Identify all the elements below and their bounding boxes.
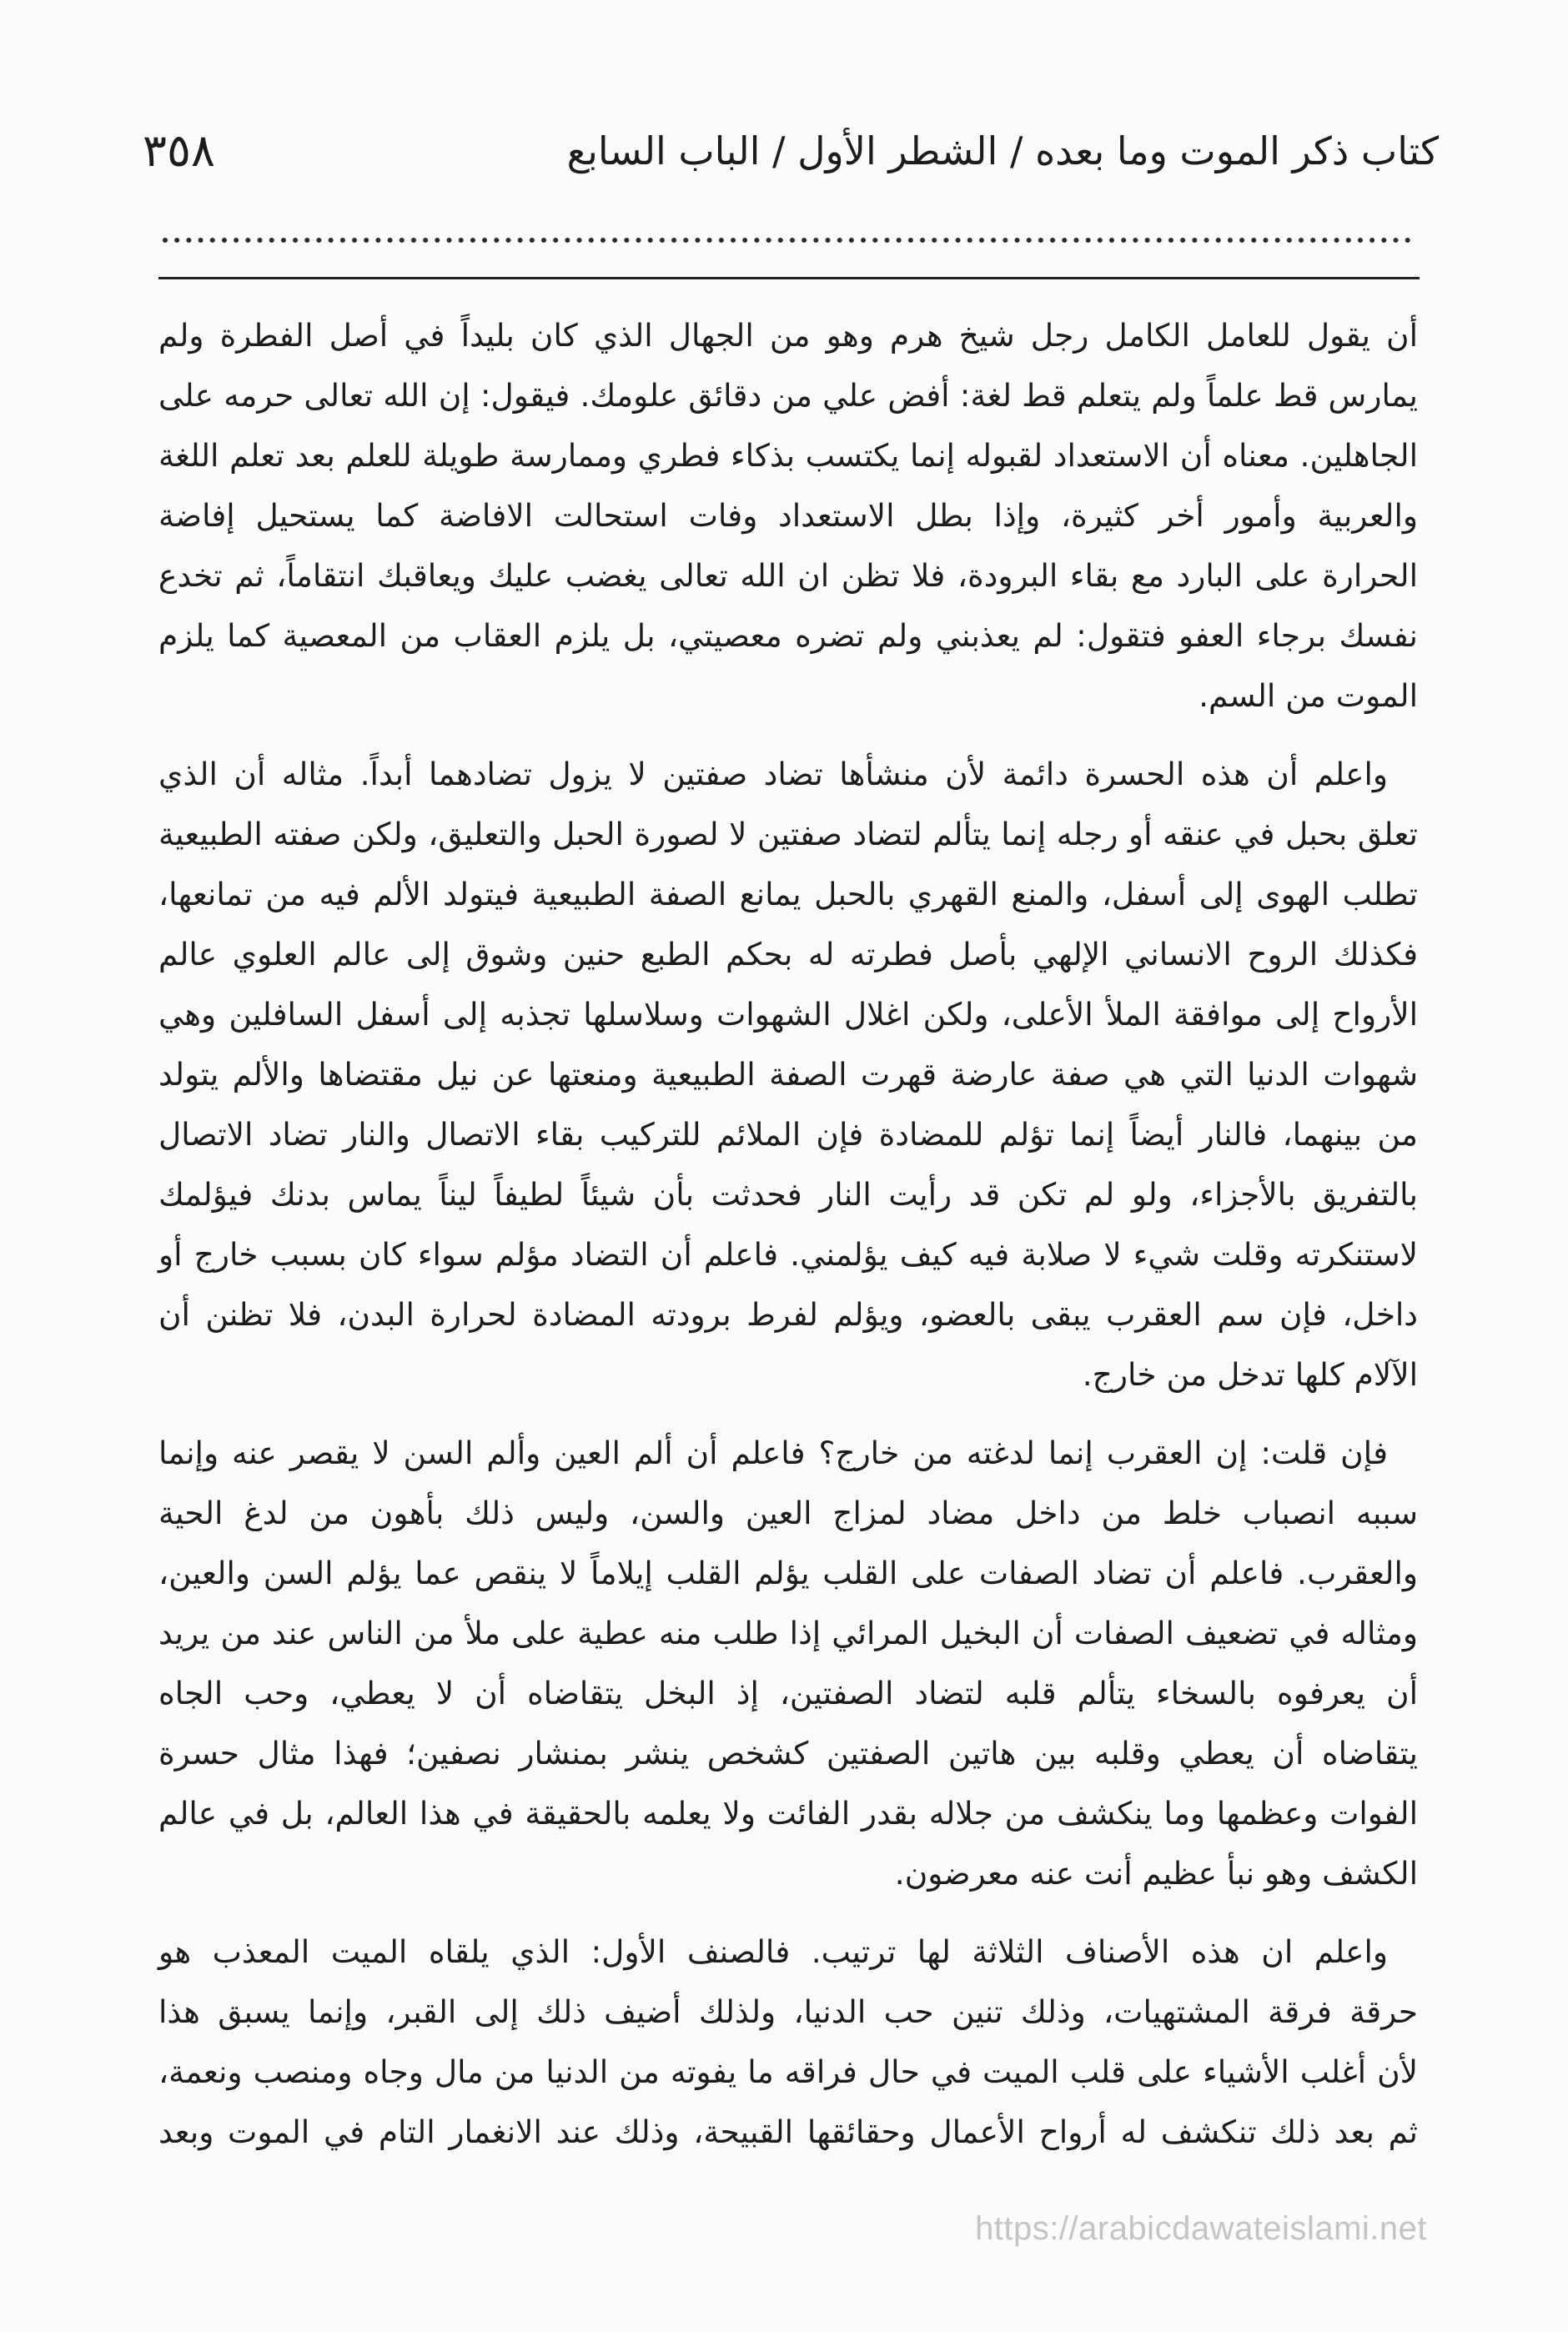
text-line: الكشف وهو نبأ عظيم أنت عنه معرضون. — [894, 1855, 1418, 1892]
text-body — [158, 305, 1418, 2162]
text-line: والعقرب. فاعلم أن تضاد الصفات على القلب يؤلم القلب إيلاماً لا ينقص عما يؤلم السن والعين، — [158, 1555, 1418, 1591]
paragraph — [158, 305, 1418, 726]
text-line: داخل، فإن سم العقرب يبقى بالعضو، ويؤلم لفرط برودته المضادة لحرارة البدن، فلا تظنن أن — [158, 1296, 1418, 1333]
text-line: والعربية وأمور أخر كثيرة، وإذا بطل الاستعداد وفات استحالت الافاضة كما يستحيل إفاضة — [158, 497, 1418, 534]
text-line: حرقة فرقة المشتهيات، وذلك تنين حب الدنيا، ولذلك أضيف ذلك إلى القبر، وإنما يسبق هذا — [158, 1993, 1418, 2030]
page-number: ٣٥٨ — [143, 124, 216, 177]
paragraph — [158, 1922, 1418, 2162]
text-line: الجاهلين. معناه أن الاستعداد لقبوله إنما يكتسب بذكاء فطري وممارسة طويلة للعلم بعد تعلم اللغة — [158, 437, 1418, 474]
text-line: شهوات الدنيا التي هي صفة عارضة قهرت الصفة الطبيعية ومنعتها عن نيل مقتضاها والألم يتولد — [158, 1056, 1418, 1093]
text-line: أن يعرفوه بالسخاء يتألم قلبه لتضاد الصفتين، إذ البخل يتقاضاه أن لا يعطي، وحب الجاه — [158, 1675, 1418, 1711]
text-line: ثم بعد ذلك تنكشف له أرواح الأعمال وحقائقها القبيحة، وذلك عند الانغمار التام في الموت وبعد — [158, 2113, 1418, 2150]
text-line: الموت من السم. — [1199, 677, 1418, 714]
text-line: واعلم أن هذه الحسرة دائمة لأن منشأها تضاد صفتين لا يزول تضادهما أبداً. مثاله أن الذي — [158, 756, 1388, 792]
dotted-separator — [162, 237, 1416, 244]
text-line: من بينهما، فالنار أيضاً إنما تؤلم للمضادة فإن الملائم للتركيب بقاء الاتصال والنار تضاد الاتصال — [158, 1116, 1418, 1153]
text-line: سببه انصباب خلط من داخل مضاد لمزاج العين والسن، وليس ذلك بأهون من لدغ الحية — [158, 1495, 1418, 1531]
text-line: لأن أغلب الأشياء على قلب الميت في حال فراقه ما يفوته من الدنيا من مال وجاه ومنصب ونعمة، — [158, 2053, 1418, 2090]
header-rule — [158, 277, 1420, 279]
text-line: لاستنكرته وقلت شيء لا صلابة فيه كيف يؤلمني. فاعلم أن التضاد مؤلم سواء كان بسبب خارج أو — [158, 1236, 1418, 1273]
text-line: يمارس قط علماً ولم يتعلم قط لغة: أفض علي من دقائق علومك. فيقول: إن الله تعالى حرمه على — [158, 377, 1418, 414]
text-line: أن يقول للعامل الكامل رجل شيخ هرم وهو من الجهال الذي كان بليداً في أصل الفطرة ولم — [158, 317, 1418, 354]
text-line: فكذلك الروح الانساني الإلهي بأصل فطرته له بحكم الطبع حنين وشوق إلى عالم العلوي عالم — [158, 936, 1418, 973]
text-line: الآلام كلها تدخل من خارج. — [1082, 1356, 1418, 1393]
text-line: واعلم ان هذه الأصناف الثلاثة لها ترتيب. فالصنف الأول: الذي يلقاه الميت المعذب هو — [158, 1933, 1388, 1970]
text-line: نفسك برجاء العفو فتقول: لم يعذبني ولم تضره معصيتي، بل يلزم العقاب من المعصية كما يلزم — [158, 617, 1418, 654]
running-header — [143, 122, 1439, 180]
text-line: تطلب الهوى إلى أسفل، والمنع القهري بالحبل يمانع الصفة الطبيعية فيتولد الألم فيه من تمانعها، — [158, 876, 1418, 912]
paragraph — [158, 1423, 1418, 1903]
text-line: فإن قلت: إن العقرب إنما لدغته من خارج؟ فاعلم أن ألم العين وألم السن لا يقصر عنه وإنما — [158, 1435, 1388, 1471]
text-line: يتقاضاه أن يعطي وقلبه بين هاتين الصفتين كشخص ينشر بمنشار نصفين؛ فهذا مثال حسرة — [158, 1735, 1418, 1772]
text-line: تعلق بحبل في عنقه أو رجله إنما يتألم لتضاد صفتين لا لصورة الحبل والتعليق، ولكن صفته الطبيعية — [158, 816, 1418, 852]
text-line: الفوات وعظمها وما ينكشف من جلاله بقدر الفائت ولا يعلمه بالحقيقة في هذا العالم، بل في عالم — [158, 1795, 1418, 1832]
text-line: بالتفريق بالأجزاء، ولو لم تكن قد رأيت النار فحدثت بأن شيئاً لطيفاً ليناً يماس بدنك فيؤلمك — [158, 1176, 1418, 1213]
header-title: كتاب ذكر الموت وما بعده / الشطر الأول / الباب السابع — [566, 128, 1439, 173]
text-line: الحرارة على البارد مع بقاء البرودة، فلا تظن ان الله تعالى يغضب عليك ويعاقبك انتقاماً، ثم تخدع — [158, 557, 1418, 594]
watermark-url: https://arabicdawateislami.net — [975, 2210, 1427, 2247]
paragraph — [158, 744, 1418, 1405]
text-line: ومثاله في تضعيف الصفات أن البخيل المرائي إذا طلب منه عطية على ملأ من الناس عند من يريد — [158, 1615, 1418, 1651]
text-line: الأرواح إلى موافقة الملأ الأعلى، ولكن اغلال الشهوات وسلاسلها تجذبه إلى أسفل السافلين وهي — [158, 996, 1418, 1033]
